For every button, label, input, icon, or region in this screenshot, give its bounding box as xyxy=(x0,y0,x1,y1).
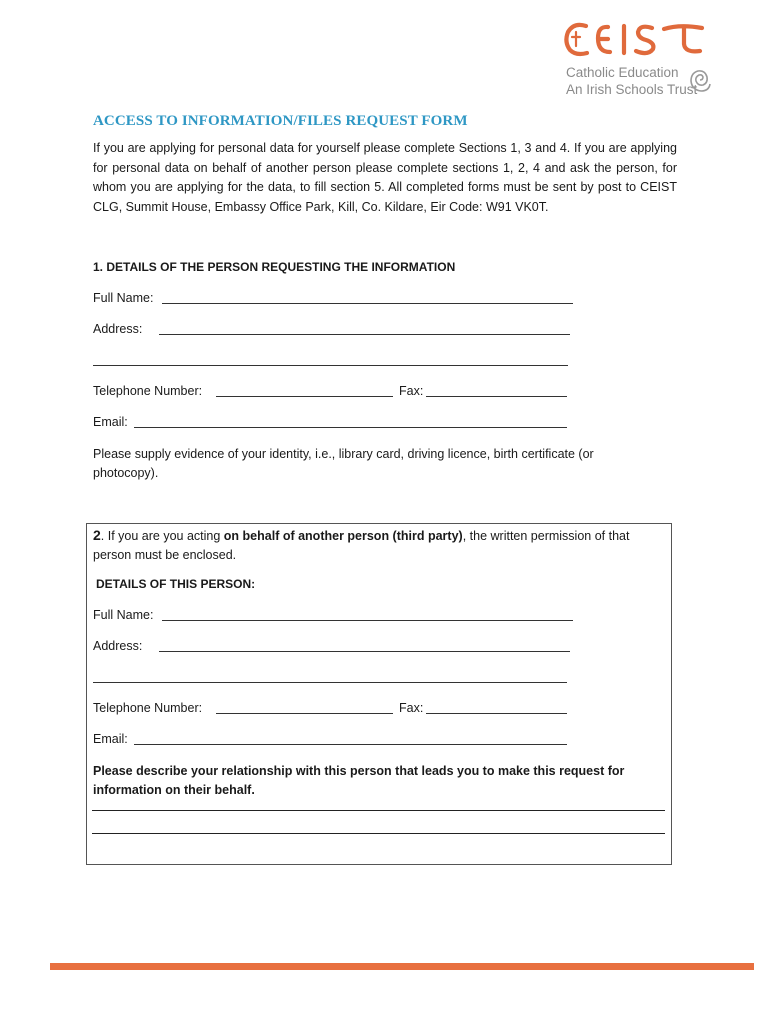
spiral-icon xyxy=(689,66,711,94)
tagline-line-1: Catholic Education xyxy=(566,65,679,80)
third-party-telephone-label: Telephone Number: xyxy=(93,701,203,715)
relationship-answer-line-2[interactable] xyxy=(92,833,665,834)
address-field[interactable] xyxy=(159,334,570,335)
footer-accent-bar xyxy=(50,963,754,970)
logo-tagline xyxy=(566,64,697,98)
telephone-label: Telephone Number: xyxy=(93,384,203,398)
fax-field[interactable] xyxy=(426,396,567,397)
third-party-address-field[interactable] xyxy=(159,651,570,652)
section-1-heading: 1. DETAILS OF THE PERSON REQUESTING THE INFORMATION xyxy=(93,260,456,274)
relationship-answer-line-1[interactable] xyxy=(92,810,665,811)
address-label: Address: xyxy=(93,322,143,336)
fax-label: Fax: xyxy=(399,384,424,398)
section-2-intro xyxy=(93,526,663,565)
third-party-email-field[interactable] xyxy=(134,744,567,745)
section-2-intro-after: , the written permission of that person must be enclosed. xyxy=(93,529,630,562)
third-party-full-name-label: Full Name: xyxy=(93,608,154,622)
telephone-field[interactable] xyxy=(216,396,393,397)
third-party-fax-field[interactable] xyxy=(426,713,567,714)
section-2-number: 2 xyxy=(93,527,101,543)
third-party-email-label: Email: xyxy=(93,732,128,746)
tagline-line-2: An Irish Schools Trust xyxy=(566,82,698,97)
section-2-subheading: DETAILS OF THIS PERSON: xyxy=(96,577,256,591)
third-party-address-field-line-2[interactable] xyxy=(93,682,567,683)
address-field-line-2[interactable] xyxy=(93,365,568,366)
relationship-prompt: Please describe your relationship with this person that leads you to make this request for information on their behalf. xyxy=(93,764,625,797)
form-title: ACCESS TO INFORMATION/FILES REQUEST FORM xyxy=(93,113,468,129)
section-2-intro-bold: on behalf of another person (third party) xyxy=(223,529,463,543)
email-label: Email: xyxy=(93,415,128,429)
identity-evidence-note: Please supply evidence of your identity, i.e., library card, driving licence, birth certificate (or photocopy). xyxy=(93,447,594,480)
email-field[interactable] xyxy=(134,427,567,428)
full-name-label: Full Name: xyxy=(93,291,154,305)
ceist-logo xyxy=(560,18,720,62)
full-name-field[interactable] xyxy=(162,303,573,304)
section-2-box xyxy=(86,523,672,865)
third-party-telephone-field[interactable] xyxy=(216,713,393,714)
third-party-fax-label: Fax: xyxy=(399,701,424,715)
third-party-full-name-field[interactable] xyxy=(162,620,573,621)
section-2-intro-before: . If you are you acting xyxy=(100,529,224,543)
form-intro: If you are applying for personal data for yourself please complete Sections 1, 3 and 4. If you are applying for personal data on behalf of another person please complete sections 1, 2, 4 and ask the person, for whom you are applying for the data, to fill section 5. All completed forms must be sent by post to CEIST CLG, Summit House, Embassy Office Park, Kill, Co. Kildare, Eir Code: W91 VK0T. xyxy=(93,141,677,214)
third-party-address-label: Address: xyxy=(93,639,143,653)
